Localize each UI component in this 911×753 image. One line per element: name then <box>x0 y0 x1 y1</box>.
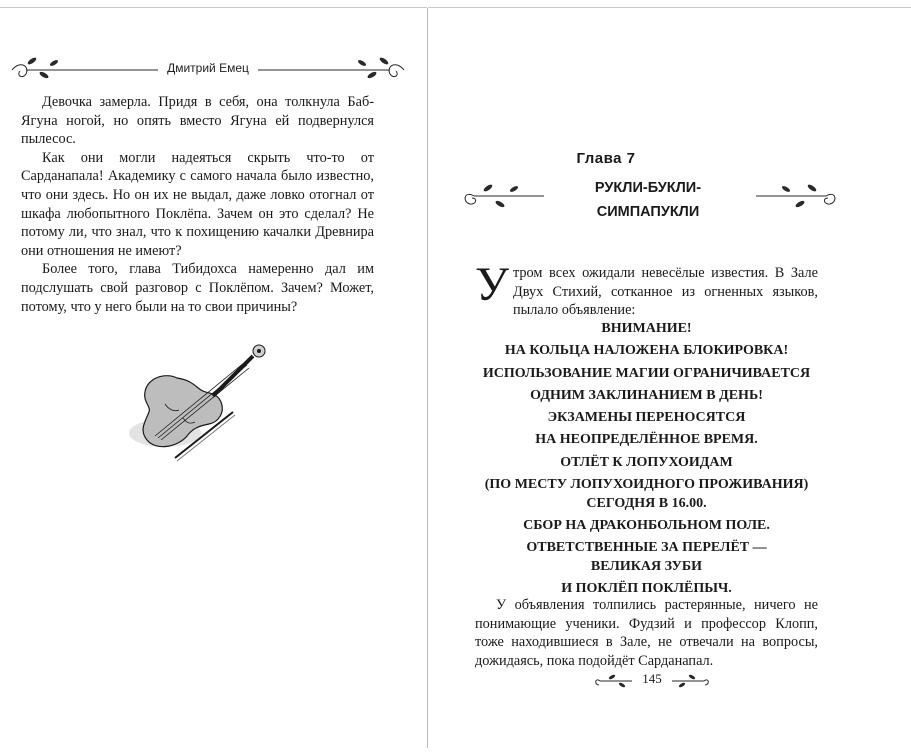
notice-block <box>475 517 818 536</box>
notice-line: НА НЕОПРЕДЕЛЁННОЕ ВРЕМЯ. <box>535 432 758 448</box>
notice-line: СБОР НА ДРАКОНБОЛЬНОМ ПОЛЕ. <box>523 517 770 533</box>
notice-line: ОТВЕТСТВЕННЫЕ ЗА ПЕРЕЛЁТ — <box>526 540 767 556</box>
paragraph: Как они могли надеяться скрыть что-то от Сарданапала! Академику с самого начала было известно, что они здесь. Но он их не выдал, даже ловко отогнал от шкафа любопытного Поклёпа. Зачем он это сделал? Не потому ли, что знал, что к похищению качалки Древнира они отношения не имеют? <box>21 149 374 259</box>
paragraph: Девочка замерла. Придя в себя, она толкнула Баб-Ягуна ногой, но опять вместо Ягуна ей подвернулся пылесос. <box>21 94 374 148</box>
notice-block <box>475 387 818 406</box>
chapter-number: Глава 7 <box>576 150 636 167</box>
notice-line: ВНИМАНИЕ! <box>601 321 692 336</box>
paragraph: У объявления толпились растерянные, ничего не понимающие ученики. Фудзий и профессор Клопп, тоже находившиеся в Зале, не отвечали на вопросы, дожидаясь, пока подойдёт Сарданапал. <box>475 597 818 669</box>
notice-block <box>475 431 818 450</box>
notice-line: ИСПОЛЬЗОВАНИЕ МАГИИ ОГРАНИЧИВАЕТСЯ <box>482 365 811 381</box>
vine-ornament-icon <box>458 180 548 214</box>
lead-paragraph <box>475 258 818 320</box>
notice-line: (ПО МЕСТУ ЛОПУХОИДНОГО ПРОЖИВАНИЯ) <box>484 476 809 492</box>
notice-line: ОТЛЁТ К ЛОПУХОИДАМ <box>560 454 733 470</box>
chapter-title-line: СИМПАПУКЛИ <box>596 204 700 220</box>
page-edge-top-right <box>428 7 911 8</box>
notice-line: ОДНИМ ЗАКЛИНАНИЕМ В ДЕНЬ! <box>530 387 763 403</box>
running-header <box>8 54 408 84</box>
notice-line: ЭКЗАМЕНЫ ПЕРЕНОСЯТСЯ <box>547 410 746 426</box>
notice-block <box>475 539 818 576</box>
page-number-folio <box>592 671 712 689</box>
paragraph: Более того, глава Тибидохса намеренно дал им подслушать свой разговор с Поклёпом. Зачем? Может, потому, что у него были на то свои причины? <box>21 261 374 315</box>
notice-line: ВЕЛИКАЯ ЗУБИ <box>590 558 703 574</box>
notice-block <box>475 365 818 384</box>
notice-announcement <box>475 320 818 602</box>
notice-block <box>475 454 818 473</box>
page-number: 145 <box>642 671 662 686</box>
double-bass-illustration <box>125 338 275 463</box>
book-gutter <box>427 8 428 748</box>
right-closing-text <box>475 596 818 670</box>
vine-ornament-icon <box>752 180 842 214</box>
page-edge-top-left <box>0 7 427 8</box>
notice-block <box>475 342 818 361</box>
chapter-title <box>548 176 748 224</box>
author-name: Дмитрий Емец <box>167 61 249 75</box>
notice-line: НА КОЛЬЦА НАЛОЖЕНА БЛОКИРОВКА! <box>504 343 789 359</box>
notice-line: СЕГОДНЯ В 16.00. <box>586 495 707 511</box>
right-lead-text <box>475 258 818 320</box>
chapter-title-line: РУКЛИ-БУКЛИ- <box>594 180 702 196</box>
lead-paragraph-text: тром всех ожидали невесёлые известия. В Зале Двух Стихий, сотканное из огненных языков, пылало объявление: <box>512 265 818 319</box>
drop-cap: У <box>475 258 509 311</box>
left-body-text <box>21 93 374 316</box>
notice-line: И ПОКЛЁП ПОКЛЁПЫЧ. <box>561 581 732 596</box>
notice-block <box>475 320 818 339</box>
notice-block <box>475 409 818 428</box>
notice-block <box>475 476 818 513</box>
